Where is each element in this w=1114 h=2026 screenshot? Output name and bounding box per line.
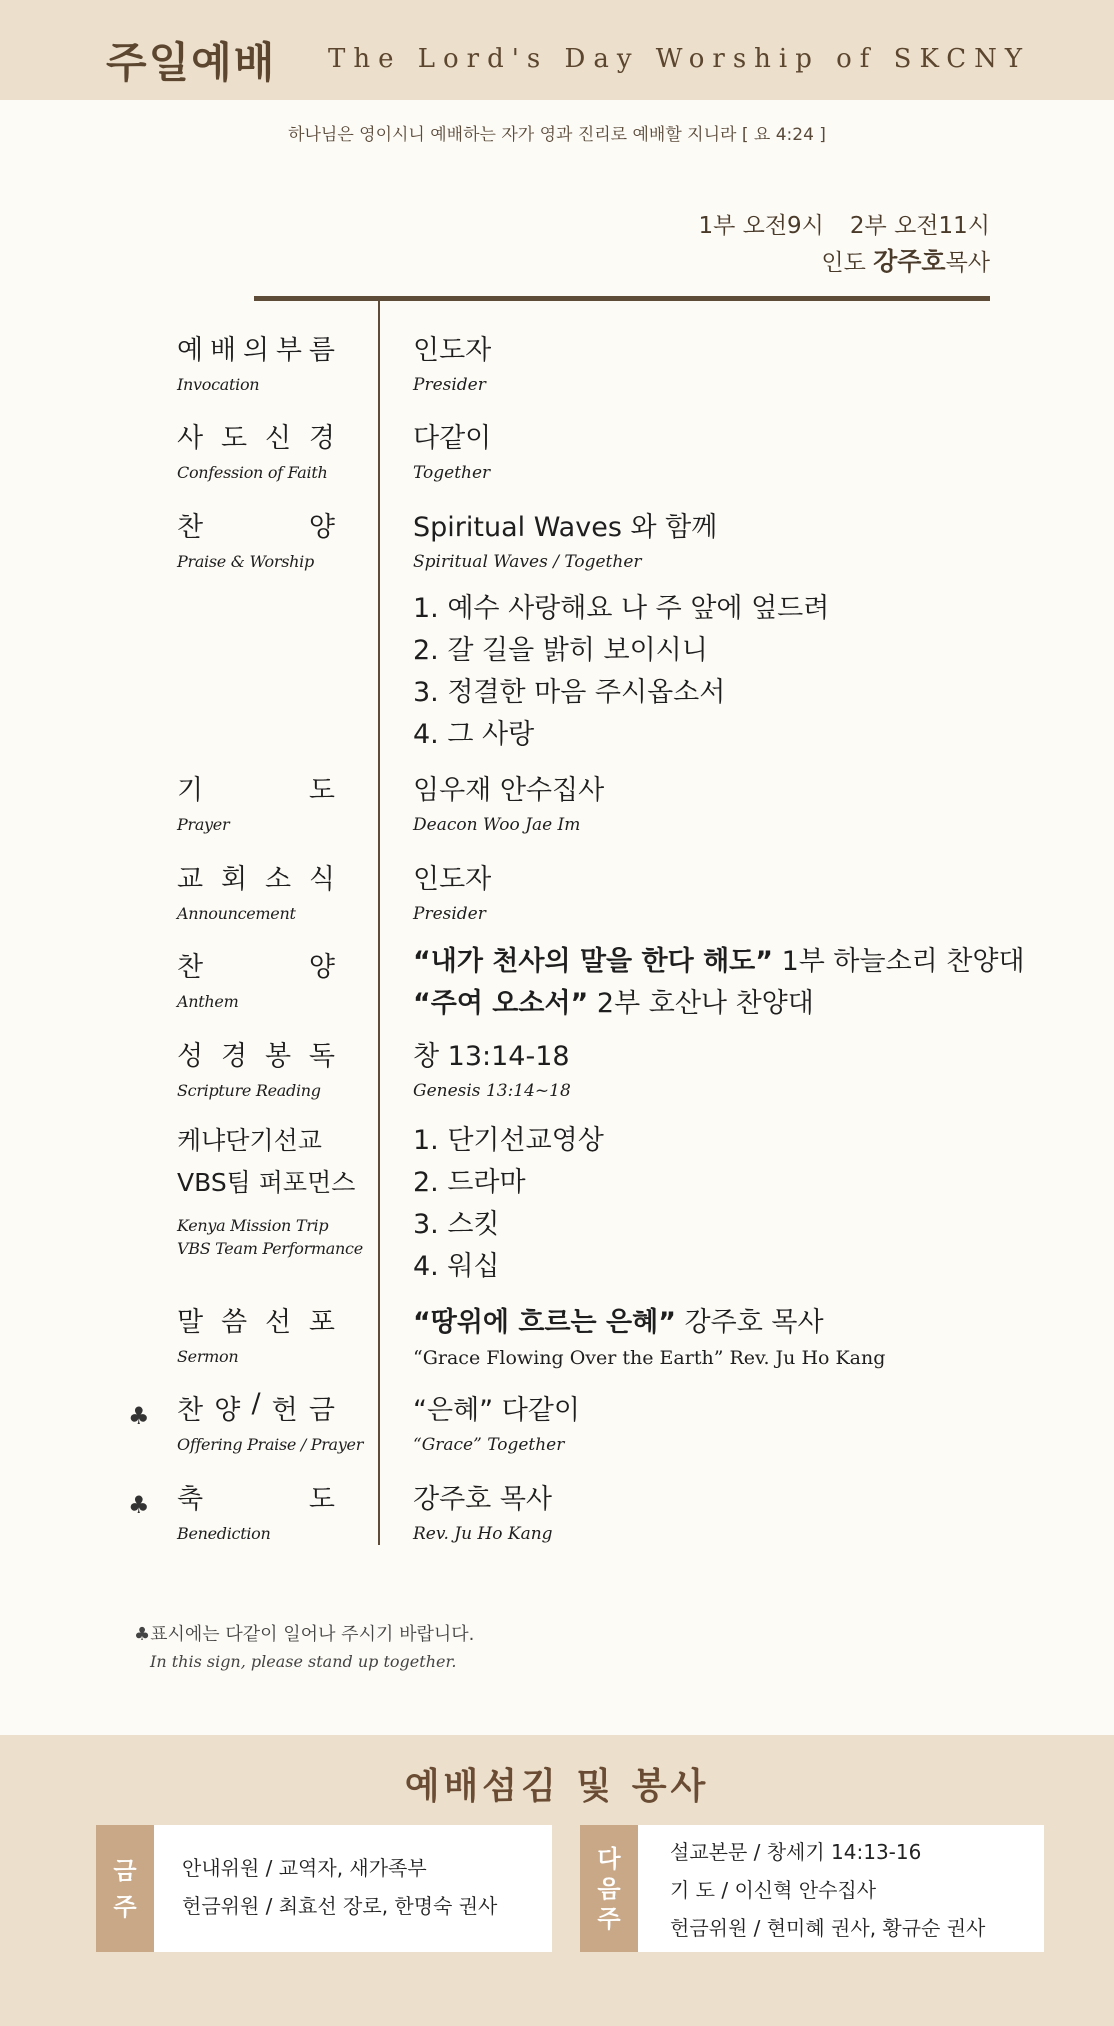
value-en: Genesis 13:14~18 bbox=[413, 1081, 571, 1101]
label-en: Offering Praise / Prayer bbox=[177, 1435, 364, 1454]
tag-char: 음 bbox=[597, 1874, 621, 1903]
label-char: 신 bbox=[264, 423, 292, 454]
sermon-preacher: 강주호 목사 bbox=[675, 1307, 824, 1338]
label-char: 독 bbox=[308, 1041, 335, 1072]
service-line: 기 도 / 이신혁 안수집사 bbox=[670, 1878, 877, 1902]
column-divider bbox=[378, 301, 380, 1545]
leader-prefix: 인도 bbox=[821, 250, 866, 276]
song-item: 1. 예수 사랑해요 나 주 앞에 엎드려 bbox=[413, 593, 830, 624]
value-en: Deacon Woo Jae Im bbox=[413, 815, 581, 835]
vbs-item: 2. 드라마 bbox=[413, 1167, 526, 1198]
value-en: Together bbox=[413, 463, 491, 483]
stand-note-en: In this sign, please stand up together. bbox=[150, 1652, 457, 1671]
label-en-line1: Kenya Mission Trip bbox=[177, 1216, 329, 1235]
anthem-choir-2: 2부 호산나 찬양대 bbox=[588, 988, 814, 1019]
service-line: 설교본문 / 창세기 14:13-16 bbox=[670, 1840, 922, 1864]
label-en-line2: VBS Team Performance bbox=[177, 1239, 363, 1258]
label-char: 기 bbox=[177, 775, 204, 806]
tag-char: 주 bbox=[597, 1904, 621, 1933]
label-char: 선 bbox=[264, 1307, 292, 1338]
label-char: 예 bbox=[177, 335, 204, 366]
anthem-choir-1: 1부 하늘소리 찬양대 bbox=[773, 946, 1025, 977]
label-char: / bbox=[251, 1388, 261, 1419]
label-ko bbox=[177, 416, 335, 455]
label-en: Invocation bbox=[177, 375, 260, 394]
value-en: Presider bbox=[413, 904, 486, 924]
value-en: Presider bbox=[413, 375, 486, 395]
tag-char: 주 bbox=[113, 1892, 137, 1921]
label-ko bbox=[177, 1300, 335, 1339]
value-ko: 강주호 목사 bbox=[413, 1484, 552, 1515]
label-ko bbox=[177, 1388, 335, 1427]
page-title: 주일예배 bbox=[106, 38, 277, 87]
label-ko bbox=[177, 328, 335, 367]
leader-title: 목사 bbox=[945, 250, 990, 276]
label-char: 찬 bbox=[177, 952, 204, 983]
label-ko bbox=[177, 768, 335, 807]
service-line: 헌금위원 / 현미혜 권사, 황규순 권사 bbox=[670, 1916, 986, 1940]
label-char: 봉 bbox=[264, 1041, 292, 1072]
this-week-box bbox=[96, 1825, 552, 1952]
anthem-title-1: “내가 천사의 말을 한다 해도” bbox=[413, 946, 773, 977]
label-char: 도 bbox=[308, 775, 335, 806]
label-ko bbox=[177, 505, 335, 544]
label-char: 배 bbox=[209, 335, 237, 366]
anthem-title-2: “주여 오소서” bbox=[413, 988, 589, 1019]
label-char: 말 bbox=[177, 1307, 204, 1338]
sermon-title: “땅위에 흐르는 은혜” bbox=[413, 1307, 676, 1338]
service-section bbox=[0, 1735, 1114, 2026]
next-week-tag bbox=[580, 1825, 638, 1952]
label-en: Sermon bbox=[177, 1347, 239, 1366]
label-char: 양 bbox=[308, 952, 335, 983]
label-char: 찬 bbox=[177, 1395, 204, 1426]
label-ko bbox=[177, 1477, 335, 1516]
label-char: 금 bbox=[308, 1395, 335, 1426]
song-item: 3. 정결한 마음 주시옵소서 bbox=[413, 677, 726, 708]
label-char: 의 bbox=[242, 335, 270, 366]
service-line: 헌금위원 / 최효선 장로, 한명숙 권사 bbox=[182, 1894, 498, 1918]
label-en: Anthem bbox=[177, 992, 239, 1011]
label-char: 부 bbox=[275, 335, 302, 366]
label-char: 찬 bbox=[177, 512, 204, 543]
value-ko: “은혜” 다같이 bbox=[413, 1395, 580, 1426]
value-ko: 인도자 bbox=[413, 864, 492, 895]
value-en: “Grace Flowing Over the Earth” Rev. Ju Ho Kang bbox=[413, 1347, 886, 1369]
tag-char: 다 bbox=[597, 1844, 621, 1873]
value-ko: 임우재 안수집사 bbox=[413, 775, 605, 806]
song-item: 4. 그 사랑 bbox=[413, 719, 535, 750]
vbs-item: 1. 단기선교영상 bbox=[413, 1125, 604, 1156]
label-char: 회 bbox=[220, 864, 248, 895]
value-en: “Grace” Together bbox=[413, 1435, 565, 1455]
label-char: 헌 bbox=[271, 1395, 298, 1426]
leader-name: 강주호 bbox=[873, 247, 946, 276]
label-char: 도 bbox=[220, 423, 248, 454]
label-char: 름 bbox=[308, 335, 335, 366]
label-char: 포 bbox=[308, 1307, 335, 1338]
label-char: 경 bbox=[220, 1041, 248, 1072]
label-char: 씀 bbox=[220, 1307, 248, 1338]
label-ko-line2: VBS팀 퍼포먼스 bbox=[177, 1168, 356, 1197]
song-item: 2. 갈 길을 밝히 보이시니 bbox=[413, 635, 708, 666]
label-ko bbox=[177, 857, 335, 896]
second-service-time: 2부 오전11시 bbox=[849, 213, 990, 239]
value-en: Rev. Ju Ho Kang bbox=[413, 1524, 553, 1544]
label-en: Announcement bbox=[177, 904, 296, 923]
service-title: 예배섬김 및 봉사 bbox=[404, 1766, 710, 1807]
header-bar bbox=[0, 0, 1114, 100]
value-ko: Spiritual Waves 와 함께 bbox=[413, 512, 718, 543]
label-en: Confession of Faith bbox=[177, 463, 328, 482]
label-char: 교 bbox=[177, 864, 204, 895]
label-char: 성 bbox=[177, 1041, 204, 1072]
label-ko bbox=[177, 945, 335, 984]
value-ko: 창 13:14-18 bbox=[413, 1041, 570, 1072]
next-week-box bbox=[580, 1825, 1044, 1952]
club-icon: ♣ bbox=[128, 1402, 150, 1430]
this-week-tag bbox=[96, 1825, 154, 1952]
value-ko: 인도자 bbox=[413, 335, 492, 366]
label-char: 양 bbox=[308, 512, 335, 543]
label-char: 경 bbox=[308, 423, 335, 454]
first-service-time: 1부 오전9시 bbox=[698, 213, 824, 239]
label-char: 사 bbox=[177, 423, 204, 454]
club-icon: ♣ bbox=[128, 1491, 150, 1519]
vbs-item: 4. 워십 bbox=[413, 1251, 500, 1282]
label-char: 축 bbox=[177, 1484, 204, 1515]
value-ko: 다같이 bbox=[413, 423, 492, 454]
label-ko-line1: 케냐단기선교 bbox=[177, 1126, 322, 1155]
vbs-item: 3. 스킷 bbox=[413, 1209, 500, 1240]
service-line: 안내위원 / 교역자, 새가족부 bbox=[182, 1856, 427, 1880]
value-en: Spiritual Waves / Together bbox=[413, 552, 642, 572]
label-ko bbox=[177, 1034, 335, 1073]
label-en: Scripture Reading bbox=[177, 1081, 321, 1100]
service-times bbox=[672, 208, 990, 281]
stand-note bbox=[134, 1620, 474, 1671]
verse-line: 하나님은 영이시니 예배하는 자가 영과 진리로 예배할 지니라 [ 요 4:24 ] bbox=[288, 125, 826, 145]
label-char: 도 bbox=[308, 1484, 335, 1515]
header-divider bbox=[254, 296, 990, 301]
label-char: 소 bbox=[264, 864, 292, 895]
label-char: 식 bbox=[308, 864, 335, 895]
tag-char: 금 bbox=[113, 1856, 137, 1885]
label-en: Benediction bbox=[177, 1524, 271, 1543]
stand-note-ko: ♣표시에는 다같이 일어나 주시기 바랍니다. bbox=[134, 1624, 475, 1645]
page-subtitle: The Lord's Day Worship of SKCNY bbox=[328, 44, 1031, 74]
label-char: 양 bbox=[214, 1395, 241, 1426]
label-en: Prayer bbox=[177, 815, 230, 834]
label-en: Praise & Worship bbox=[177, 552, 314, 571]
